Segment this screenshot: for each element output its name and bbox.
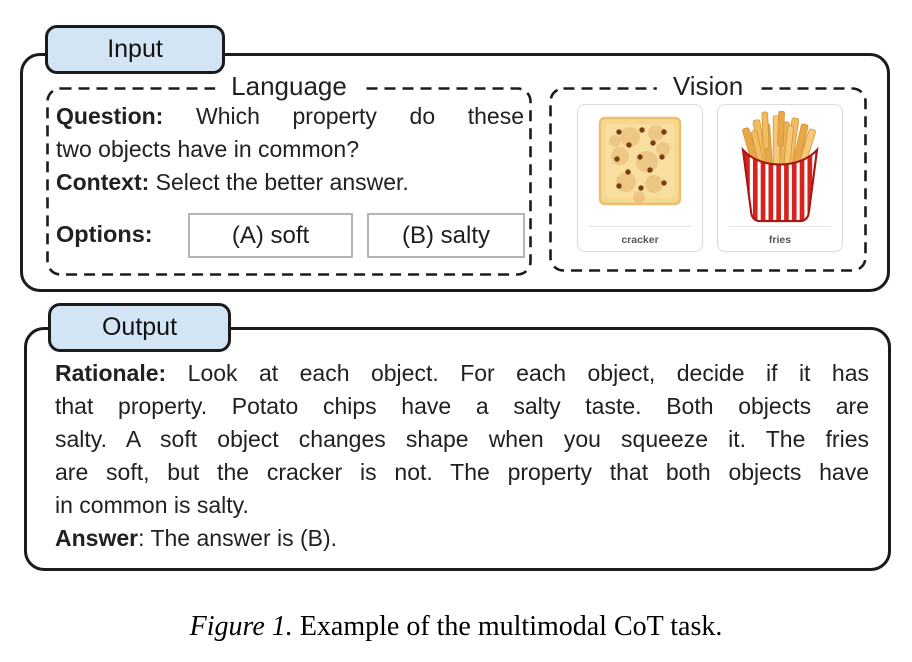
fries-image-card (717, 104, 843, 252)
output-tab (48, 303, 231, 352)
options-label: Options: (56, 221, 153, 247)
cracker-label: cracker (621, 234, 659, 246)
question-text-line-2: two objects have in common? (56, 136, 359, 163)
option-a-button[interactable] (188, 213, 353, 258)
rationale-line-3: salty. A soft object changes shape when you squeeze it. The fries (55, 426, 869, 452)
answer-line (55, 522, 869, 555)
rationale-line-5: in common is salty. (55, 492, 249, 518)
output-tab-label: Output (101, 313, 178, 341)
rationale-text-line-1: Look at each object. For each object, decide if it has (187, 360, 869, 386)
rationale-line-2: that property. Potato chips have a salty taste. Both objects are (55, 393, 869, 419)
question-text-line-1: Which property do these (195, 103, 525, 129)
option-b-label: (B) salty (401, 221, 490, 249)
card-divider (589, 226, 691, 227)
context-text: Select the better answer. (155, 169, 409, 196)
question-line-1 (56, 100, 524, 133)
rationale-label: Rationale: (55, 360, 167, 386)
question-line-2 (56, 133, 524, 166)
fries-label: fries (768, 234, 792, 246)
figure-caption-number: Figure 1. (189, 611, 293, 642)
language-content (56, 100, 524, 200)
output-text (55, 357, 869, 555)
figure-caption (0, 611, 912, 643)
card-divider (729, 226, 831, 227)
rationale-line-1 (55, 357, 869, 390)
context-line (56, 166, 524, 199)
cracker-image-card (577, 104, 703, 252)
option-a-label: (A) soft (231, 221, 310, 249)
answer-label: Answer (55, 525, 139, 551)
input-tab-label: Input (107, 35, 163, 63)
language-panel (46, 71, 532, 276)
vision-panel-title: Vision (657, 71, 759, 102)
fries-icon (730, 111, 830, 224)
question-label: Question: (56, 103, 164, 129)
rationale-line-4: are soft, but the cracker is not. The property that both objects have (55, 459, 869, 485)
language-panel-title: Language (215, 71, 363, 102)
vision-panel (549, 71, 867, 272)
figure-caption-text: Example of the multimodal CoT task. (299, 611, 723, 642)
output-box (24, 327, 891, 571)
cracker-icon (590, 111, 690, 211)
answer-text: : The answer is (B). (138, 525, 338, 551)
context-label: Context: (56, 169, 150, 196)
option-b-button[interactable] (367, 213, 525, 258)
input-tab (45, 25, 225, 74)
